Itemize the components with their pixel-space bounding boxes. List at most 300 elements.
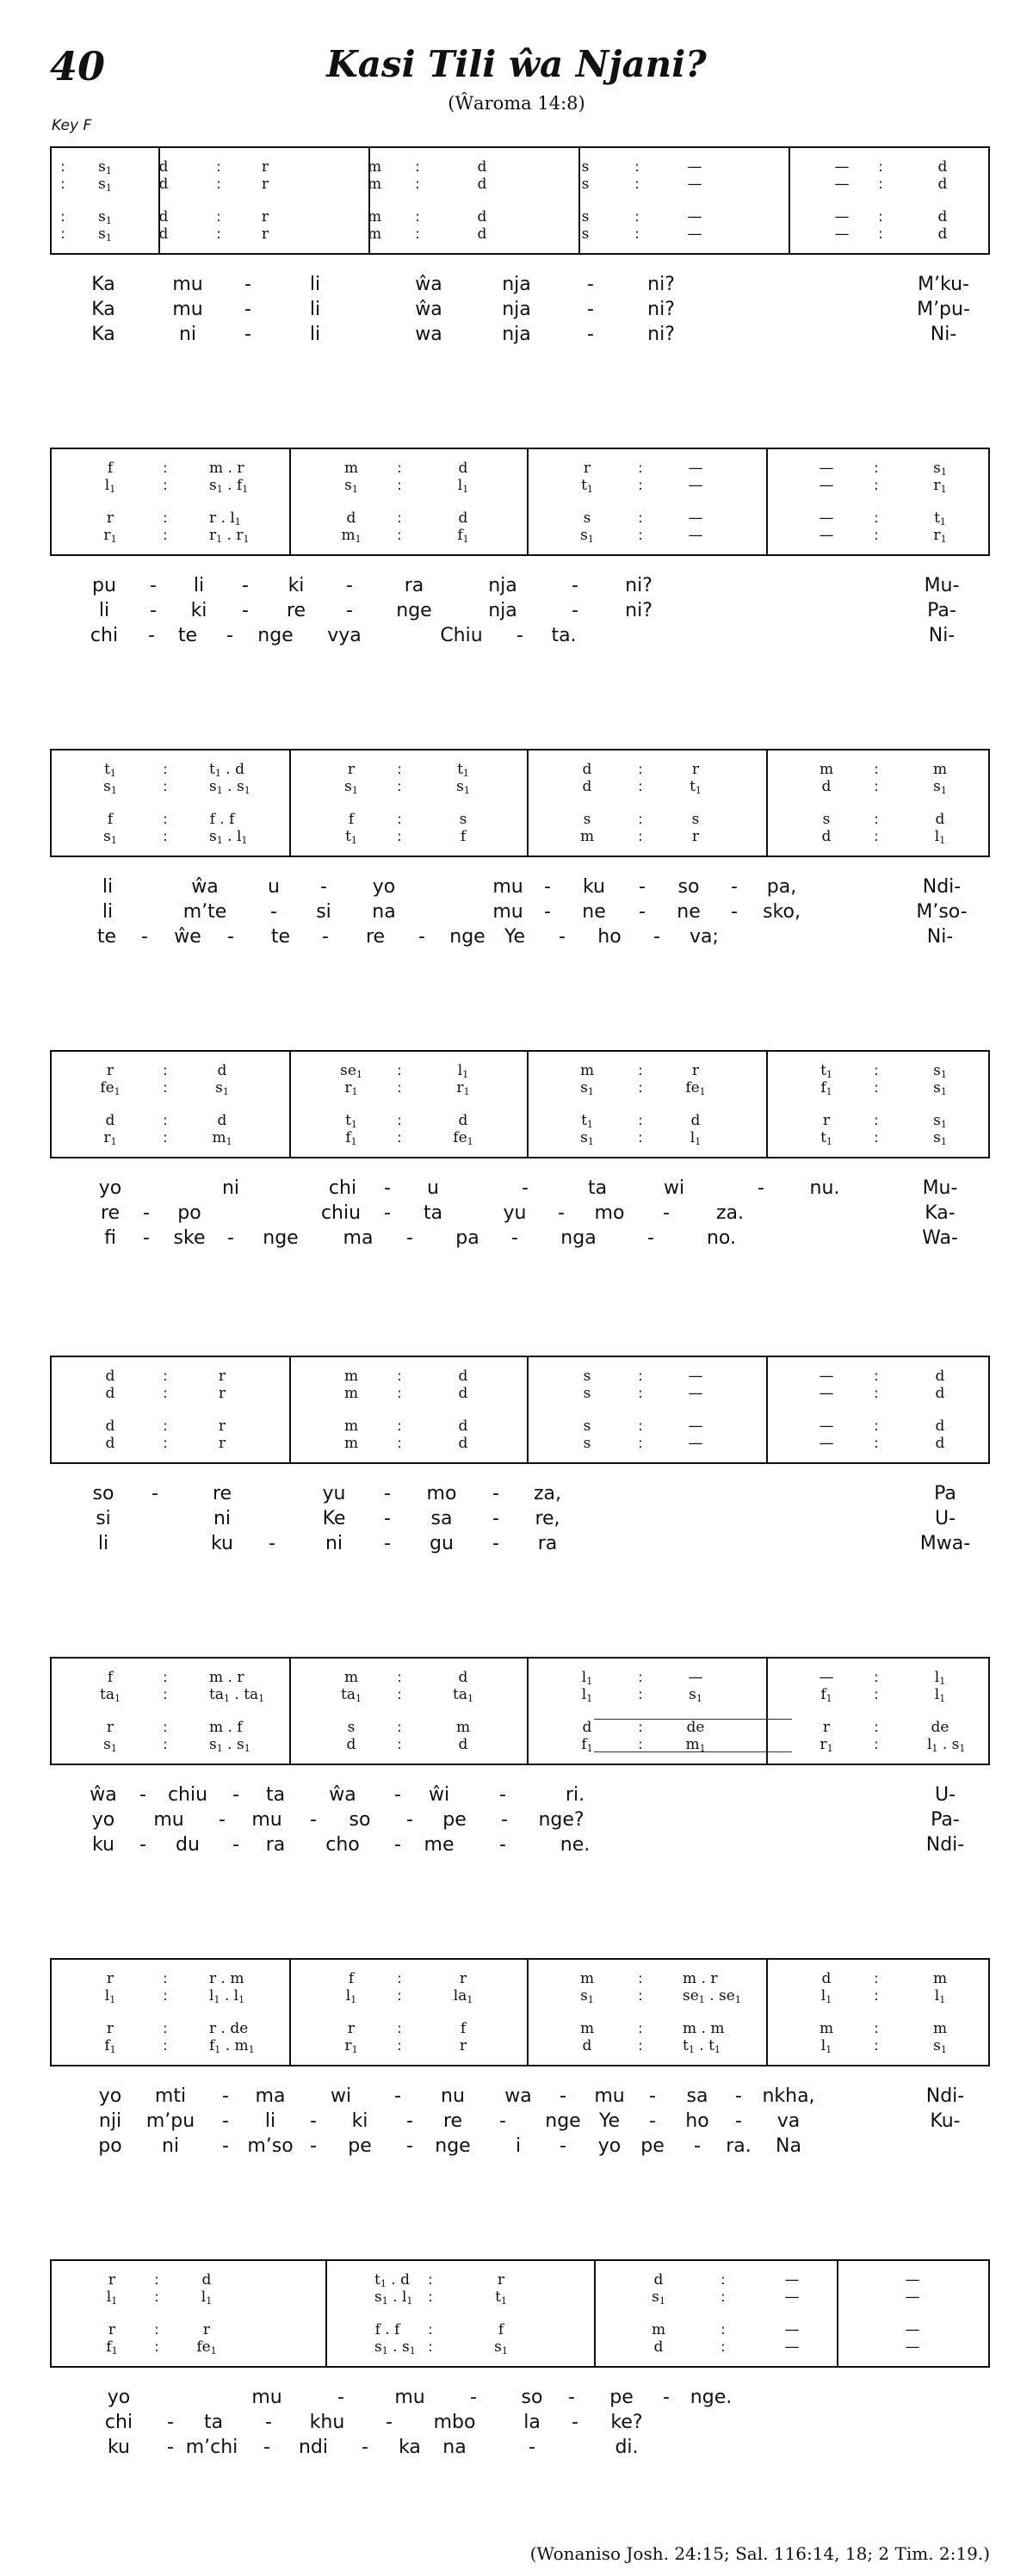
beat-separator: :	[216, 158, 221, 175]
solfa-note: s	[583, 1418, 591, 1435]
beat-separator: :	[163, 2037, 168, 2054]
held-note: —	[819, 1385, 834, 1402]
lyric-syllable: nji	[98, 2110, 122, 2132]
beat-separator: :	[163, 761, 168, 777]
solfa-note: m	[932, 2020, 948, 2037]
syllable-hyphen: -	[663, 1202, 670, 1224]
voice-part-row	[52, 158, 988, 176]
solfa-note: $r_1$	[933, 527, 947, 545]
lyric-syllable: te	[96, 926, 117, 948]
solfa-note: m . r	[209, 460, 244, 477]
lyric-syllable: ku	[107, 2437, 131, 2458]
voice-part-row	[52, 509, 988, 528]
solfa-note: $l_1$ . $l_1$	[209, 1987, 245, 2005]
solfa-note: $s_1$	[933, 2037, 947, 2055]
lyric-syllable: Mu-	[924, 575, 960, 596]
lyric-syllable: ŵa	[191, 876, 219, 898]
solfa-note: $s_1$	[933, 1062, 947, 1080]
syllable-hyphen: -	[406, 2110, 413, 2132]
beat-separator: :	[721, 2338, 726, 2355]
voice-part-row	[52, 2288, 988, 2307]
solfa-note: $l_1$	[106, 2289, 118, 2307]
solfa-note: $f_1$	[106, 2338, 118, 2357]
solfa-note: $l_1$	[934, 1686, 946, 1704]
syllable-hyphen: -	[362, 2437, 368, 2458]
syllable-hyphen: -	[219, 1809, 226, 1831]
syllable-hyphen: -	[406, 1809, 413, 1831]
notation-staff	[50, 1958, 990, 2066]
solfa-note: $s_1$	[344, 778, 358, 796]
lyric-syllable: so	[521, 2387, 543, 2408]
voice-part-row	[52, 1128, 988, 1147]
syllable-hyphen: -	[499, 2110, 506, 2132]
solfa-note: d	[458, 1368, 468, 1385]
solfa-note: $t_1$	[581, 477, 593, 495]
solfa-note: $l_1$	[457, 1062, 469, 1080]
beat-separator: :	[874, 1686, 879, 1702]
notation-staff	[50, 749, 990, 857]
solfa-note: $s_1$	[580, 1987, 594, 2005]
solfa-note: d	[217, 1062, 227, 1079]
lyric-syllable: no.	[706, 1227, 737, 1249]
lyric-syllable: mbo	[433, 2412, 476, 2433]
solfa-note: d	[935, 1385, 945, 1402]
solfa-note: $s_1$	[933, 1079, 947, 1097]
beat-separator: :	[874, 1129, 879, 1146]
solfa-note: d	[935, 1435, 945, 1452]
solfa-note: r	[691, 761, 700, 778]
verse-2-line	[50, 297, 990, 322]
solfa-note: $f_1$ . $m_1$	[209, 2037, 255, 2055]
voice-part-row	[52, 827, 988, 846]
solfa-note: r	[218, 1418, 226, 1435]
held-note: —	[834, 158, 850, 176]
lyric-syllable: na	[442, 2437, 467, 2458]
solfa-note: $s_1$	[689, 1686, 702, 1704]
solfa-note: f	[460, 828, 467, 845]
syllable-hyphen: -	[265, 2412, 272, 2433]
solfa-note: $l_1$	[820, 2037, 832, 2055]
lyric-syllable: u	[427, 1177, 439, 1199]
verse-3-line	[50, 2435, 990, 2460]
beat-separator: :	[638, 527, 643, 543]
voice-part-row	[52, 2036, 988, 2055]
syllable-hyphen: -	[384, 1202, 391, 1224]
beat-separator: :	[874, 778, 879, 794]
solfa-note: f . f	[374, 2321, 400, 2338]
beat-separator: :	[163, 811, 168, 827]
beat-separator: :	[397, 1062, 402, 1078]
syllable-hyphen: -	[572, 600, 578, 621]
solfa-note: de	[931, 1719, 949, 1736]
beat-separator: :	[874, 811, 879, 827]
beat-separator: :	[415, 225, 420, 242]
lyric-syllable: ni	[221, 1177, 240, 1199]
lyric-syllable: sa	[686, 2085, 708, 2107]
solfa-note: de	[686, 1719, 705, 1736]
solfa-note: r	[459, 1970, 467, 1987]
verse-3-line	[50, 322, 990, 347]
beat-separator: :	[874, 510, 879, 526]
held-note: —	[688, 1435, 703, 1452]
beat-separator: :	[397, 1079, 402, 1096]
syllable-hyphen: -	[394, 2085, 401, 2107]
lyric-syllable: nge	[257, 625, 294, 646]
solfa-note: $ta_1$ . $ta_1$	[209, 1686, 265, 1704]
solfa-note: $s_1$ . $f_1$	[209, 477, 249, 495]
voice-part-row	[52, 1367, 988, 1386]
lyric-syllable: m’chi	[185, 2437, 238, 2458]
syllable-hyphen: -	[384, 1533, 391, 1554]
solfa-note: m	[579, 1970, 595, 1987]
lyric-syllable: ta	[587, 1177, 608, 1199]
solfa-note: r	[347, 2020, 356, 2037]
syllable-hyphen: -	[492, 1483, 499, 1504]
lyric-syllable: Mwa-	[919, 1533, 971, 1554]
solfa-note: d	[201, 2271, 212, 2289]
beat-separator: :	[397, 1987, 402, 2004]
voice-part-row	[52, 2338, 988, 2357]
beat-separator: :	[397, 1112, 402, 1128]
lyric-syllable: pe	[348, 2135, 372, 2157]
lyric-syllable: mu	[153, 1809, 184, 1831]
held-note: —	[688, 477, 703, 494]
held-note: —	[819, 1435, 834, 1452]
beat-separator: :	[638, 1079, 643, 1096]
solfa-note: $l_1$	[345, 1987, 357, 2005]
lyric-syllable: Ka-	[925, 1202, 956, 1224]
beat-separator: :	[60, 158, 65, 175]
solfa-note: $s_1$	[215, 1079, 229, 1097]
beat-separator: :	[634, 158, 640, 175]
voice-part-row	[52, 207, 988, 226]
lyric-syllable: mu	[172, 299, 203, 320]
lyric-syllable: yo	[597, 2135, 622, 2157]
solfa-note: s	[583, 1385, 591, 1402]
beat-separator: :	[397, 477, 402, 493]
solfa-note: r	[106, 1062, 114, 1079]
syllable-hyphen: -	[244, 299, 251, 320]
beat-separator: :	[634, 225, 640, 242]
syllable-hyphen: -	[232, 1784, 239, 1806]
lyric-syllable: ndi	[298, 2437, 329, 2458]
beat-separator: :	[154, 2271, 159, 2288]
verse-3-line	[50, 1531, 990, 1556]
solfa-note: $s_1$	[933, 778, 947, 796]
solfa-note: m	[579, 828, 595, 845]
syllable-hyphen: -	[492, 1533, 499, 1554]
solfa-note: d	[458, 1669, 468, 1686]
lyric-syllable: po	[98, 2135, 122, 2157]
solfa-note: r . m	[209, 1970, 244, 1987]
lyric-syllable: nja	[502, 299, 531, 320]
solfa-note: m	[367, 208, 382, 225]
solfa-note: r	[261, 158, 269, 176]
lyric-syllable: wa	[504, 2085, 532, 2107]
solfa-note: $s_1$	[344, 477, 358, 495]
held-note: —	[819, 1368, 834, 1385]
solfa-note: $t_1$	[581, 1112, 593, 1130]
solfa-note: d	[458, 1418, 468, 1435]
solfa-note: d	[937, 158, 948, 176]
syllable-hyphen: -	[639, 901, 646, 923]
beat-separator: :	[397, 1418, 402, 1434]
solfa-note: $s_1$ . $l_1$	[209, 828, 248, 846]
held-note: —	[905, 2338, 920, 2356]
lyric-syllable: Ye	[598, 2110, 621, 2132]
syllable-hyphen: -	[418, 926, 425, 948]
beat-separator: :	[428, 2338, 433, 2355]
syllable-hyphen: -	[150, 600, 157, 621]
solfa-note: d	[477, 208, 487, 225]
lyric-syllable: Ni-	[930, 324, 957, 345]
solfa-note: $se_1$	[340, 1062, 362, 1080]
solfa-note: d	[458, 460, 468, 477]
lyric-syllable: ho	[597, 926, 622, 948]
lyric-syllable: nge	[435, 2135, 471, 2157]
voice-part-row	[52, 777, 988, 796]
solfa-note: m	[579, 1062, 595, 1079]
lyric-syllable: nkha,	[762, 2085, 815, 2107]
beat-separator: :	[638, 1719, 643, 1735]
verse-2-line	[50, 2109, 990, 2134]
solfa-note: $r_1$	[344, 2037, 358, 2055]
solfa-note: $l_1$	[457, 477, 469, 495]
beat-separator: :	[638, 1435, 643, 1451]
syllable-hyphen: -	[139, 1834, 146, 1856]
syllable-hyphen: -	[244, 324, 251, 345]
solfa-note: d	[158, 176, 169, 193]
beat-separator: :	[638, 1669, 643, 1685]
beat-separator: :	[638, 1112, 643, 1128]
beat-separator: :	[163, 778, 168, 794]
voice-part-row	[52, 1735, 988, 1754]
solfa-note: $l_1$	[581, 1686, 593, 1704]
solfa-note: r	[261, 225, 269, 243]
lyric-syllable: yu	[503, 1202, 527, 1224]
syllable-hyphen: -	[143, 1202, 150, 1224]
solfa-note: $ta_1$	[453, 1686, 473, 1704]
held-note: —	[819, 477, 834, 494]
lyric-syllable: mu	[492, 876, 523, 898]
verse-1-line	[50, 2385, 990, 2410]
solfa-note: r	[497, 2271, 505, 2289]
lyric-syllable: wa	[415, 324, 442, 345]
lyric-syllable: re	[212, 1483, 232, 1504]
lyric-syllable: re	[442, 2110, 463, 2132]
lyric-syllable: wi	[330, 2085, 352, 2107]
beat-separator: :	[874, 1385, 879, 1401]
lyric-syllable: di.	[615, 2437, 639, 2458]
solfa-note: $m_1$	[341, 527, 362, 545]
solfa-note: $fe_1$	[685, 1079, 706, 1097]
verse-2-line	[50, 1807, 990, 1832]
held-note: —	[819, 510, 834, 527]
solfa-note: $t_1$	[820, 1129, 832, 1147]
beat-separator: :	[397, 1736, 402, 1752]
held-note: —	[687, 208, 702, 225]
solfa-note: d	[935, 1368, 945, 1385]
beat-separator: :	[163, 1385, 168, 1401]
solfa-note: $fe_1$	[453, 1129, 473, 1147]
lyric-syllable: ŵa	[329, 1784, 356, 1806]
solfa-note: d	[458, 1435, 468, 1452]
solfa-note: $l_1$ . $s_1$	[927, 1736, 966, 1754]
beat-separator: :	[874, 1368, 879, 1384]
lyric-syllable: ne	[677, 901, 701, 923]
lyric-syllable: Ka	[91, 299, 115, 320]
solfa-note: m	[932, 761, 948, 778]
solfa-note: d	[582, 778, 592, 795]
lyric-syllable: ni?	[625, 600, 653, 621]
notation-staff	[50, 1657, 990, 1765]
solfa-note: m	[579, 2020, 595, 2037]
lyric-syllable: si	[96, 1508, 111, 1529]
lyric-syllable: li	[309, 299, 321, 320]
solfa-note: $r_1$	[103, 527, 117, 545]
beat-separator: :	[397, 1669, 402, 1685]
solfa-note: $se_1$ . $se_1$	[683, 1987, 741, 2005]
verse-1-line	[50, 2084, 990, 2109]
lyric-syllable: li	[264, 2110, 276, 2132]
syllable-hyphen: -	[406, 1227, 413, 1249]
beat-separator: :	[397, 1385, 402, 1401]
held-note: —	[819, 527, 834, 544]
lyric-syllable: ta	[265, 1784, 286, 1806]
syllable-hyphen: -	[232, 1834, 239, 1856]
lyric-syllable: m’te	[182, 901, 227, 923]
solfa-note: r	[347, 761, 356, 778]
beat-separator: :	[163, 527, 168, 543]
beat-separator: :	[163, 1719, 168, 1735]
lyric-syllable: ni?	[625, 575, 653, 596]
solfa-note: s	[583, 1435, 591, 1452]
held-note: —	[687, 176, 702, 193]
lyric-syllable: yo	[372, 876, 396, 898]
held-note: —	[688, 1385, 703, 1402]
syllable-hyphen: -	[529, 2437, 535, 2458]
solfa-note: $l_1$	[934, 1669, 946, 1687]
lyric-syllable: va	[776, 2110, 801, 2132]
lyric-syllable: Ndi-	[922, 876, 962, 898]
beat-separator: :	[638, 1418, 643, 1434]
solfa-note: $t_1$	[104, 761, 116, 779]
lyric-syllable: re	[100, 1202, 121, 1224]
lyric-syllable: cho	[325, 1834, 360, 1856]
lyric-syllable: so	[349, 1809, 371, 1831]
solfa-note: m	[932, 1970, 948, 1987]
solfa-note: r . $l_1$	[209, 510, 241, 528]
hymn-title: Kasi Tili ŵa Njani?	[326, 43, 707, 85]
syllable-hyphen: -	[499, 1784, 506, 1806]
beat-separator: :	[878, 225, 883, 242]
syllable-hyphen: -	[143, 1227, 150, 1249]
held-note: —	[784, 2271, 800, 2289]
lyric-syllable: mu	[394, 2387, 425, 2408]
syllable-hyphen: -	[587, 299, 594, 320]
held-note: —	[687, 225, 702, 243]
lyric-syllable: mu	[251, 1809, 282, 1831]
lyric-syllable: ŵe	[174, 926, 201, 948]
solfa-note: d	[937, 176, 948, 193]
lyric-syllable: mo	[426, 1483, 457, 1504]
solfa-note: d	[821, 828, 832, 845]
lyric-syllable: mti	[154, 2085, 187, 2107]
beat-separator: :	[163, 1686, 168, 1702]
held-note: —	[905, 2289, 920, 2306]
lyric-syllable: ŵa	[415, 299, 442, 320]
lyric-syllable: sko,	[763, 901, 801, 923]
syllable-hyphen: -	[263, 2437, 270, 2458]
solfa-note: m . m	[683, 2020, 725, 2037]
solfa-note: $s_1$	[580, 527, 594, 545]
beat-separator: :	[163, 1129, 168, 1146]
lyric-syllable: Na	[776, 2135, 801, 2157]
lyric-syllable: ra	[265, 1834, 286, 1856]
syllable-hyphen: -	[270, 901, 277, 923]
syllable-hyphen: -	[544, 876, 551, 898]
solfa-note: f	[460, 2020, 467, 2037]
beat-separator: :	[163, 1062, 168, 1078]
lyric-syllable: li	[193, 575, 205, 596]
solfa-note: d	[346, 510, 356, 527]
beat-separator: :	[874, 1719, 879, 1735]
lyric-syllable: yu	[322, 1483, 346, 1504]
verse-2-line	[50, 1506, 990, 1531]
lyric-syllable: Ke	[322, 1508, 346, 1529]
solfa-note: r	[218, 1368, 226, 1385]
syllable-hyphen: -	[242, 575, 249, 596]
lyric-syllable: Pa-	[931, 1809, 960, 1831]
solfa-note: $r_1$ . $r_1$	[209, 527, 250, 545]
lyric-syllable: Ka	[91, 274, 115, 295]
lyric-syllable: Ndi-	[925, 2085, 965, 2107]
solfa-note: d	[346, 1736, 356, 1753]
beat-separator: :	[154, 2321, 159, 2338]
solfa-note: $s_1$	[456, 778, 470, 796]
lyric-syllable: M’pu-	[917, 299, 970, 320]
beat-separator: :	[154, 2338, 159, 2355]
beat-separator: :	[638, 1970, 643, 1986]
held-note: —	[688, 527, 703, 544]
solfa-note: d	[821, 778, 832, 795]
lyric-syllable: chiu	[320, 1202, 362, 1224]
verse-3-line	[50, 924, 990, 949]
hymn-number: 40	[50, 43, 106, 90]
solfa-note: s	[583, 510, 591, 527]
lyric-syllable: ku	[91, 1834, 115, 1856]
syllable-hyphen: -	[167, 2437, 174, 2458]
lyric-syllable: nja	[502, 324, 531, 345]
lyric-syllable: Chiu	[440, 625, 483, 646]
solfa-note: m	[343, 1669, 359, 1686]
lyric-syllable: i	[515, 2135, 522, 2157]
lyric-syllable: re,	[535, 1508, 560, 1529]
lyric-syllable: ku	[210, 1533, 234, 1554]
voice-part-row	[52, 476, 988, 495]
lyric-syllable: Wa-	[922, 1227, 958, 1249]
lyric-syllable: li	[309, 274, 321, 295]
lyric-syllable: wi	[663, 1177, 685, 1199]
syllable-hyphen: -	[560, 2135, 566, 2157]
solfa-note: $l_1$	[581, 1669, 593, 1687]
verse-2-line	[50, 899, 990, 924]
lyric-syllable: li	[98, 600, 110, 621]
solfa-note: $s_1$ . $s_1$	[209, 778, 251, 796]
solfa-note: d	[158, 225, 169, 243]
solfa-note: $t_1$	[495, 2289, 507, 2307]
syllable-hyphen: -	[152, 1483, 158, 1504]
